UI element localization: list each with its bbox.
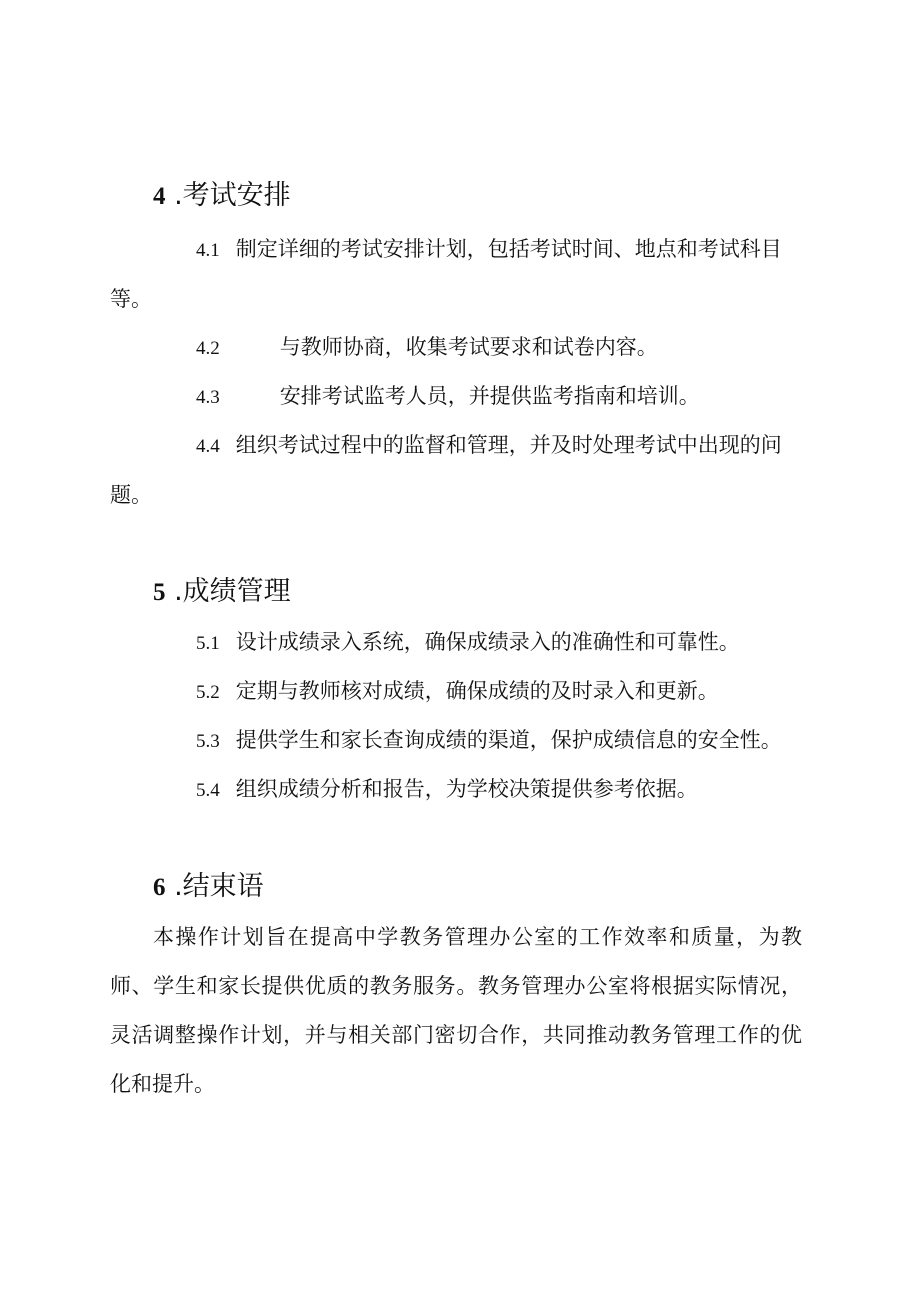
list-item-5-3 xyxy=(110,716,800,766)
list-item-4-2 xyxy=(110,323,800,373)
list-item-4-3 xyxy=(110,372,800,422)
list-item-5-2 xyxy=(110,667,800,717)
section-heading-exam-arrangement xyxy=(153,178,291,215)
section-title: .考试安排 xyxy=(174,180,291,211)
section-number: 6 xyxy=(153,874,166,901)
section-number: 4 xyxy=(153,183,166,210)
item-number: 4.3 xyxy=(196,387,220,408)
item-number: 5.1 xyxy=(196,633,220,654)
item-text: 组织考试过程中的监督和管理，并及时处理考试中出现的问题。 xyxy=(110,433,782,507)
item-number: 4.2 xyxy=(196,338,220,359)
list-item-5-4 xyxy=(110,765,800,815)
item-text: 定期与教师核对成绩，确保成绩的及时录入和更新。 xyxy=(235,679,719,703)
item-text: 提供学生和家长查询成绩的渠道，保护成绩信息的安全性。 xyxy=(235,728,782,752)
list-item-4-4 xyxy=(110,421,800,519)
conclusion-paragraph: 本操作计划旨在提高中学教务管理办公室的工作效率和质量，为教师、学生和家长提供优质的教务服务。教务管理办公室将根据实际情况，灵活调整操作计划，并与相关部门密切合作，共同推动教务管理工作的优化和提升。 xyxy=(110,925,802,1096)
item-text: 设计成绩录入系统，确保成绩录入的准确性和可靠性。 xyxy=(235,630,740,654)
item-text: 与教师协商，收集考试要求和试卷内容。 xyxy=(279,335,658,359)
item-number: 4.1 xyxy=(196,240,220,261)
section-title: .成绩管理 xyxy=(174,576,291,607)
item-number: 5.3 xyxy=(196,731,220,752)
item-text: 制定详细的考试安排计划，包括考试时间、地点和考试科目等。 xyxy=(110,237,782,311)
section-number: 5 xyxy=(153,579,166,606)
list-item-4-1 xyxy=(110,225,800,323)
section-heading-grade-management xyxy=(153,574,291,611)
item-text: 安排考试监考人员，并提供监考指南和培训。 xyxy=(279,384,700,408)
item-text: 组织成绩分析和报告，为学校决策提供参考依据。 xyxy=(235,777,698,801)
section-heading-conclusion xyxy=(153,869,264,906)
item-number: 5.4 xyxy=(196,780,220,801)
list-item-5-1 xyxy=(110,618,800,668)
section-title: .结束语 xyxy=(174,871,264,902)
item-number: 4.4 xyxy=(196,436,220,457)
item-number: 5.2 xyxy=(196,682,220,703)
